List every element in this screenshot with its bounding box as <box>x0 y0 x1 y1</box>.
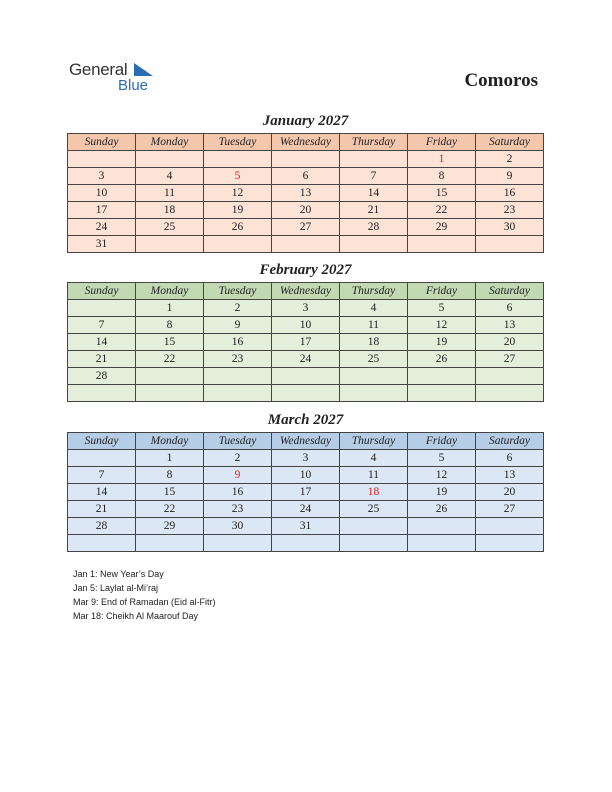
day-cell: 22 <box>136 351 204 368</box>
day-cell: 19 <box>408 484 476 501</box>
day-cell: 27 <box>476 501 544 518</box>
weekday-header: Tuesday <box>204 134 272 151</box>
month-calendar-table <box>67 282 544 402</box>
week-row <box>68 168 544 185</box>
holiday-note: Mar 18: Cheikh Al Maarouf Day <box>73 611 199 621</box>
month-title: March 2027 <box>267 412 344 428</box>
day-cell: 4 <box>340 450 408 467</box>
day-cell: 21 <box>68 351 136 368</box>
day-cell: 8 <box>136 317 204 334</box>
week-row <box>68 501 544 518</box>
day-cell: 15 <box>136 484 204 501</box>
day-cell: 9 <box>476 168 544 185</box>
day-cell: 29 <box>408 219 476 236</box>
day-cell: 26 <box>204 219 272 236</box>
day-cell: 23 <box>204 351 272 368</box>
empty-day-cell <box>204 385 272 402</box>
day-cell: 10 <box>272 467 340 484</box>
day-cell: 8 <box>408 168 476 185</box>
weekday-header: Saturday <box>476 134 544 151</box>
day-cell: 11 <box>340 317 408 334</box>
day-cell: 20 <box>272 202 340 219</box>
week-row <box>68 385 544 402</box>
weekday-header: Thursday <box>340 433 408 450</box>
day-cell: 5 <box>204 168 272 185</box>
week-row <box>68 467 544 484</box>
day-cell: 25 <box>136 219 204 236</box>
weekday-header: Sunday <box>68 134 136 151</box>
empty-day-cell <box>68 300 136 317</box>
week-row <box>68 535 544 552</box>
day-cell: 31 <box>272 518 340 535</box>
day-cell: 14 <box>68 484 136 501</box>
day-cell: 23 <box>476 202 544 219</box>
day-cell: 17 <box>272 484 340 501</box>
week-row <box>68 185 544 202</box>
day-cell: 7 <box>68 317 136 334</box>
month-title: January 2027 <box>262 113 349 129</box>
empty-day-cell <box>136 535 204 552</box>
day-cell: 17 <box>272 334 340 351</box>
empty-day-cell <box>476 518 544 535</box>
week-row <box>68 334 544 351</box>
day-cell: 28 <box>340 219 408 236</box>
day-cell: 26 <box>408 351 476 368</box>
day-cell: 28 <box>68 518 136 535</box>
weekday-header: Monday <box>136 283 204 300</box>
day-cell: 14 <box>68 334 136 351</box>
empty-day-cell <box>476 385 544 402</box>
day-cell: 5 <box>408 300 476 317</box>
empty-day-cell <box>408 535 476 552</box>
day-cell: 20 <box>476 334 544 351</box>
day-cell: 26 <box>408 501 476 518</box>
empty-day-cell <box>340 151 408 168</box>
weekday-header: Saturday <box>476 433 544 450</box>
day-cell: 12 <box>408 317 476 334</box>
empty-day-cell <box>340 385 408 402</box>
day-cell: 24 <box>272 351 340 368</box>
holiday-note: Jan 5: Laylat al-Mi’raj <box>73 583 159 593</box>
month-block-january <box>67 111 544 253</box>
empty-day-cell <box>408 518 476 535</box>
day-cell: 3 <box>272 450 340 467</box>
day-cell: 4 <box>340 300 408 317</box>
day-cell: 13 <box>272 185 340 202</box>
empty-day-cell <box>272 385 340 402</box>
day-cell: 21 <box>340 202 408 219</box>
empty-day-cell <box>476 535 544 552</box>
weekday-header: Tuesday <box>204 433 272 450</box>
weekday-header: Monday <box>136 134 204 151</box>
week-row <box>68 151 544 168</box>
weekday-header: Sunday <box>68 283 136 300</box>
empty-day-cell <box>272 236 340 253</box>
weekday-header: Friday <box>408 134 476 151</box>
day-cell: 23 <box>204 501 272 518</box>
day-cell: 2 <box>476 151 544 168</box>
day-cell: 25 <box>340 501 408 518</box>
week-row <box>68 368 544 385</box>
day-cell: 6 <box>272 168 340 185</box>
holiday-note: Mar 9: End of Ramadan (Eid al-Fitr) <box>73 597 216 607</box>
month-block-march <box>67 410 544 552</box>
day-cell: 11 <box>340 467 408 484</box>
week-row <box>68 300 544 317</box>
day-cell: 18 <box>136 202 204 219</box>
weekday-header: Tuesday <box>204 283 272 300</box>
empty-day-cell <box>476 368 544 385</box>
day-cell: 16 <box>476 185 544 202</box>
holiday-notes <box>73 567 216 623</box>
day-cell: 5 <box>408 450 476 467</box>
weekday-header: Monday <box>136 433 204 450</box>
empty-day-cell <box>136 368 204 385</box>
week-row <box>68 202 544 219</box>
day-cell: 24 <box>68 219 136 236</box>
day-cell: 7 <box>68 467 136 484</box>
day-cell: 20 <box>476 484 544 501</box>
day-cell: 6 <box>476 300 544 317</box>
day-cell: 16 <box>204 484 272 501</box>
empty-day-cell <box>476 236 544 253</box>
day-cell: 31 <box>68 236 136 253</box>
day-cell: 30 <box>476 219 544 236</box>
month-title: February 2027 <box>259 262 352 278</box>
day-cell: 22 <box>136 501 204 518</box>
weekday-header-row <box>68 433 544 450</box>
day-cell: 19 <box>408 334 476 351</box>
day-cell: 27 <box>272 219 340 236</box>
empty-day-cell <box>340 535 408 552</box>
day-cell: 16 <box>204 334 272 351</box>
day-cell: 7 <box>340 168 408 185</box>
week-row <box>68 484 544 501</box>
week-row <box>68 317 544 334</box>
weekday-header: Thursday <box>340 283 408 300</box>
empty-day-cell <box>204 368 272 385</box>
week-row <box>68 518 544 535</box>
logo-general-text: General <box>69 60 128 79</box>
week-row <box>68 351 544 368</box>
month-calendar-table <box>67 133 544 253</box>
country-title: Comoros <box>464 70 538 91</box>
month-calendar-table <box>67 432 544 552</box>
empty-day-cell <box>408 385 476 402</box>
day-cell: 10 <box>272 317 340 334</box>
weekday-header: Wednesday <box>272 433 340 450</box>
day-cell: 1 <box>408 151 476 168</box>
logo-flag-icon <box>134 63 154 77</box>
weekday-header: Wednesday <box>272 134 340 151</box>
day-cell: 9 <box>204 467 272 484</box>
day-cell: 27 <box>476 351 544 368</box>
week-row <box>68 219 544 236</box>
empty-day-cell <box>204 535 272 552</box>
empty-day-cell <box>340 368 408 385</box>
day-cell: 11 <box>136 185 204 202</box>
empty-day-cell <box>340 236 408 253</box>
empty-day-cell <box>136 151 204 168</box>
week-row <box>68 236 544 253</box>
day-cell: 14 <box>340 185 408 202</box>
day-cell: 1 <box>136 450 204 467</box>
empty-day-cell <box>272 535 340 552</box>
weekday-header: Saturday <box>476 283 544 300</box>
day-cell: 18 <box>340 334 408 351</box>
day-cell: 10 <box>68 185 136 202</box>
day-cell: 17 <box>68 202 136 219</box>
empty-day-cell <box>68 385 136 402</box>
day-cell: 6 <box>476 450 544 467</box>
day-cell: 28 <box>68 368 136 385</box>
day-cell: 2 <box>204 450 272 467</box>
day-cell: 25 <box>340 351 408 368</box>
logo-blue-text: Blue <box>118 77 149 94</box>
weekday-header: Wednesday <box>272 283 340 300</box>
day-cell: 2 <box>204 300 272 317</box>
day-cell: 30 <box>204 518 272 535</box>
weekday-header: Friday <box>408 433 476 450</box>
day-cell: 8 <box>136 467 204 484</box>
day-cell: 3 <box>272 300 340 317</box>
day-cell: 18 <box>340 484 408 501</box>
month-block-february <box>67 260 544 402</box>
empty-day-cell <box>408 236 476 253</box>
day-cell: 1 <box>136 300 204 317</box>
day-cell: 15 <box>408 185 476 202</box>
empty-day-cell <box>272 151 340 168</box>
holiday-note: Jan 1: New Year’s Day <box>73 569 164 579</box>
day-cell: 13 <box>476 317 544 334</box>
empty-day-cell <box>68 535 136 552</box>
empty-day-cell <box>272 368 340 385</box>
day-cell: 19 <box>204 202 272 219</box>
day-cell: 21 <box>68 501 136 518</box>
day-cell: 13 <box>476 467 544 484</box>
day-cell: 12 <box>408 467 476 484</box>
generalblue-logo <box>69 60 169 100</box>
empty-day-cell <box>68 151 136 168</box>
day-cell: 9 <box>204 317 272 334</box>
weekday-header-row <box>68 134 544 151</box>
weekday-header: Sunday <box>68 433 136 450</box>
day-cell: 22 <box>408 202 476 219</box>
day-cell: 24 <box>272 501 340 518</box>
empty-day-cell <box>136 236 204 253</box>
day-cell: 15 <box>136 334 204 351</box>
day-cell: 3 <box>68 168 136 185</box>
empty-day-cell <box>340 518 408 535</box>
day-cell: 4 <box>136 168 204 185</box>
empty-day-cell <box>68 450 136 467</box>
day-cell: 12 <box>204 185 272 202</box>
empty-day-cell <box>408 368 476 385</box>
empty-day-cell <box>204 151 272 168</box>
weekday-header-row <box>68 283 544 300</box>
empty-day-cell <box>136 385 204 402</box>
weekday-header: Thursday <box>340 134 408 151</box>
day-cell: 29 <box>136 518 204 535</box>
empty-day-cell <box>204 236 272 253</box>
week-row <box>68 450 544 467</box>
weekday-header: Friday <box>408 283 476 300</box>
